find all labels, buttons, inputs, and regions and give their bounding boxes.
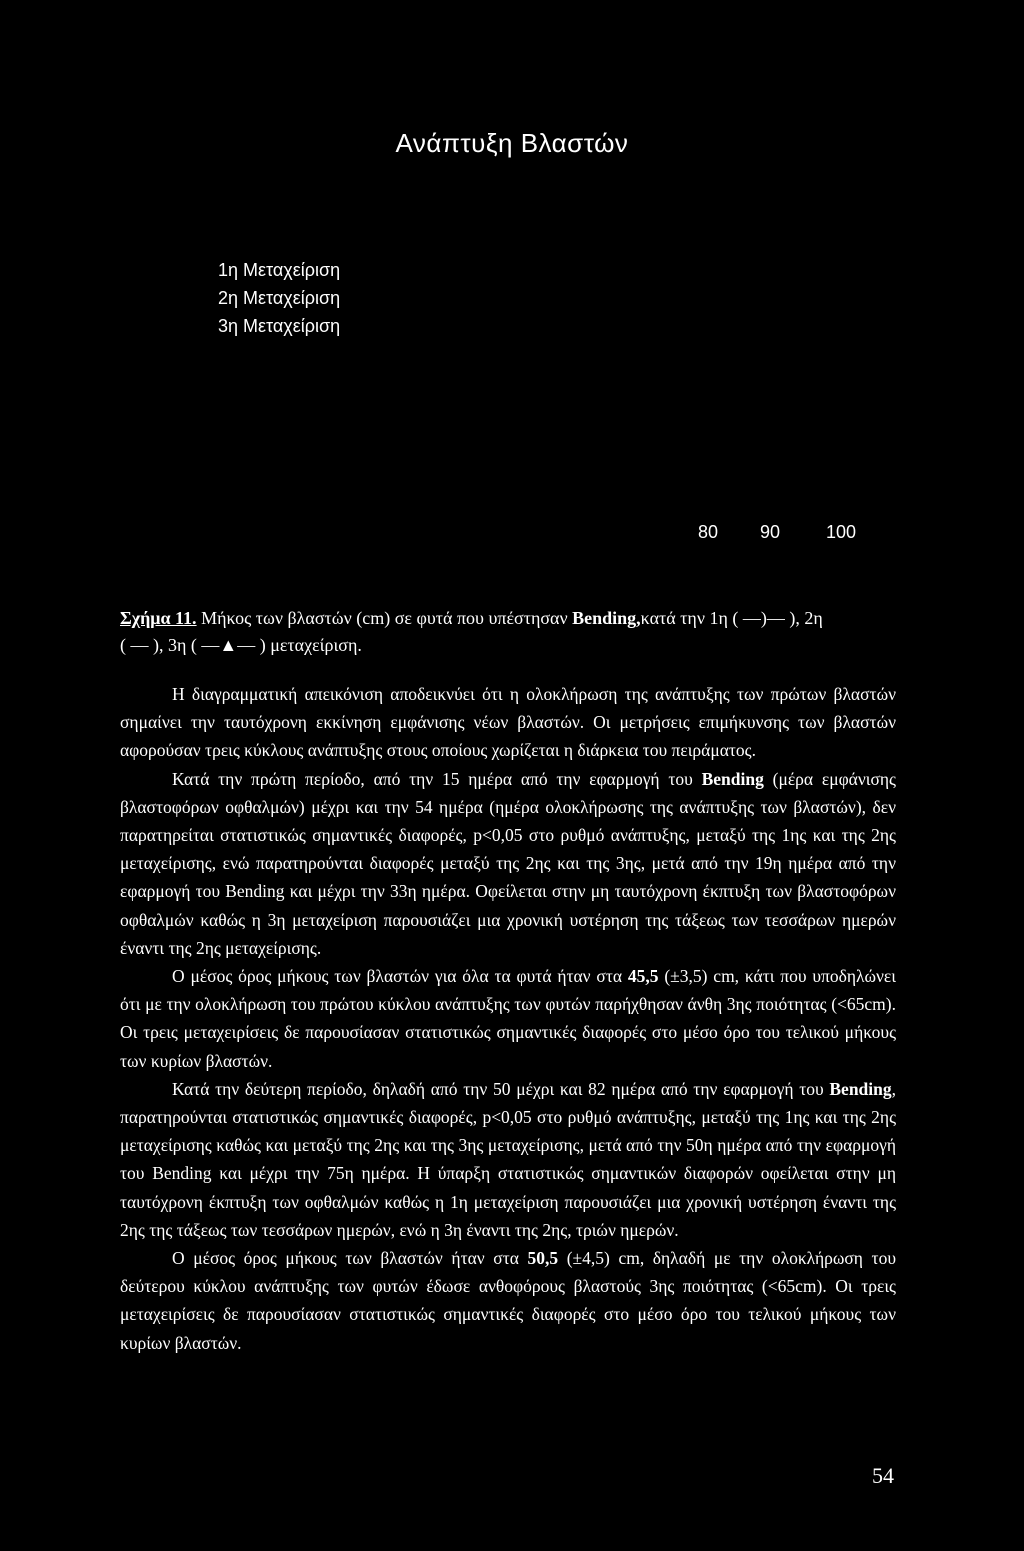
legend-item-3: 3η Μεταχείριση [218, 316, 341, 336]
caption-bold-word: Bending, [572, 608, 641, 628]
paragraph-3-bold: 45,5 [627, 966, 659, 987]
x-tick-label: 80 [698, 522, 719, 542]
paragraph-2-text-b: (μέρα εμφάνισης βλαστοφόρων οφθαλμών) μέχρι και την 54 ημέρα (ημέρα ολοκλήρωσης της ανάπτυξης των βλαστών), δεν παρατηρείται στατιστικώς σημαντικές διαφορές, p<0,05 στο ρυθμό ανάπτυξης, μεταξύ της 1ης και της 2ης μεταχείρισης, ενώ παρατηρούνται διαφορές μεταξύ της 2ης και της 3ης, μετά από την 19η ημέρα από την εφαρμογή του Bending και μέχρι την 33η ημέρα. Οφείλεται στην μη ταυτόχρονη έκπτυξη των βλαστοφόρων οφθαλμών καθώς η 3η μεταχείριση παρουσιάζει μια χρονική υστέρηση της τάξεως των τεσσάρων ημερών έναντι της 2ης μεταχείρισης. [120, 768, 896, 958]
chart-title: Ανάπτυξη Βλαστών [395, 128, 629, 158]
x-tick-label: 90 [760, 522, 781, 542]
paragraph-5-bold: 50,5 [527, 1248, 559, 1269]
page-number: 54 [872, 1463, 894, 1488]
legend-item-1: 1η Μεταχείριση [218, 260, 341, 280]
figure-caption [120, 605, 896, 659]
caption-lead: Σχήμα 11. [120, 608, 197, 628]
body-text [120, 680, 896, 1357]
caption-text-a: Μήκος των βλαστών (cm) σε φυτά που υπέστησαν [196, 608, 573, 628]
legend-item-2: 2η Μεταχείριση [218, 288, 341, 308]
caption-line-2: ( — ), 3η ( —▲— ) μεταχείριση. [120, 635, 362, 655]
paragraph-4 [120, 1075, 896, 1244]
paragraph-3-text-a: Ο μέσος όρος μήκους των βλαστών για όλα τα φυτά ήταν στα [172, 966, 628, 987]
paragraph-2 [120, 765, 896, 962]
caption-text-b: κατά την 1η ( —)— ), 2η [640, 608, 823, 628]
paragraph-4-text-b: , παρατηρούνται στατιστικώς σημαντικές διαφορές, p<0,05 στο ρυθμό ανάπτυξης, μεταξύ της 1ης και της 2ης μεταχείρισης καθώς και μεταξύ της 2ης και της 3ης μεταχείρισης, μετά από την 50η ημέρα από την εφαρμογή του Bending και μέχρι την 75η ημέρα. Η ύπαρξη στατιστικώς σημαντικών διαφορών οφείλεται στην μη ταυτόχρονη έκπτυξη των οφθαλμών καθώς η 1η μεταχείριση παρουσιάζει μια χρονική υστέρηση έναντι της 2ης της τάξεως των τεσσάρων ημερών, ενώ η 3η έναντι της 2ης, τριών ημερών. [120, 1078, 896, 1240]
paragraph-5-text-b: (±4,5) cm, δηλαδή με την ολοκλήρωση του δεύτερου κύκλου ανάπτυξης των φυτών έδωσε ανθοφόρους βλαστούς 3ης ποιότητας (<65cm). Οι τρεις μεταχειρίσεις δε παρουσίασαν στατιστικώς σημαντικές διαφορές στο μέσο όρο του τελικού μήκους των κυρίων βλαστών. [120, 1248, 896, 1353]
paragraph-3 [120, 962, 896, 1075]
paragraph-5 [120, 1244, 896, 1357]
x-tick-label: 100 [826, 522, 857, 542]
paragraph-4-text-a: Κατά την δεύτερη περίοδο, δηλαδή από την 50 μέχρι και 82 ημέρα από την εφαρμογή του [172, 1078, 830, 1099]
paragraph-5-text-a: Ο μέσος όρος μήκους των βλαστών ήταν στα [172, 1248, 528, 1269]
paragraph-4-bold: Bending [829, 1078, 892, 1099]
paragraph-3-text-b: (±3,5) cm, κάτι που υποδηλώνει ότι με την ολοκλήρωση του πρώτου κύκλου ανάπτυξης των φυτών παρήχθησαν άνθη 3ης ποιότητας (<65cm). Οι τρεις μεταχειρίσεις δε παρουσίασαν στατιστικώς σημαντικές διαφορές στο μέσο όρο του τελικού μήκους των κυρίων βλαστών. [120, 966, 896, 1071]
paragraph-2-text-a: Κατά την πρώτη περίοδο, από την 15 ημέρα από την εφαρμογή του [172, 768, 702, 789]
x-axis-ticks [690, 522, 890, 548]
chart-legend [218, 256, 340, 340]
paragraph-1: Η διαγραμματική απεικόνιση αποδεικνύει ότι η ολοκλήρωση της ανάπτυξης των πρώτων βλαστών σημαίνει την ταυτόχρονη εκκίνηση εμφάνισης νέων βλαστών. Οι μετρήσεις επιμήκυνσης των βλαστών αφορούσαν τρεις κύκλους ανάπτυξης στους οποίους χωρίζεται η διάρκεια του πειράματος. [120, 684, 896, 761]
paragraph-2-bold: Bending [701, 768, 764, 789]
